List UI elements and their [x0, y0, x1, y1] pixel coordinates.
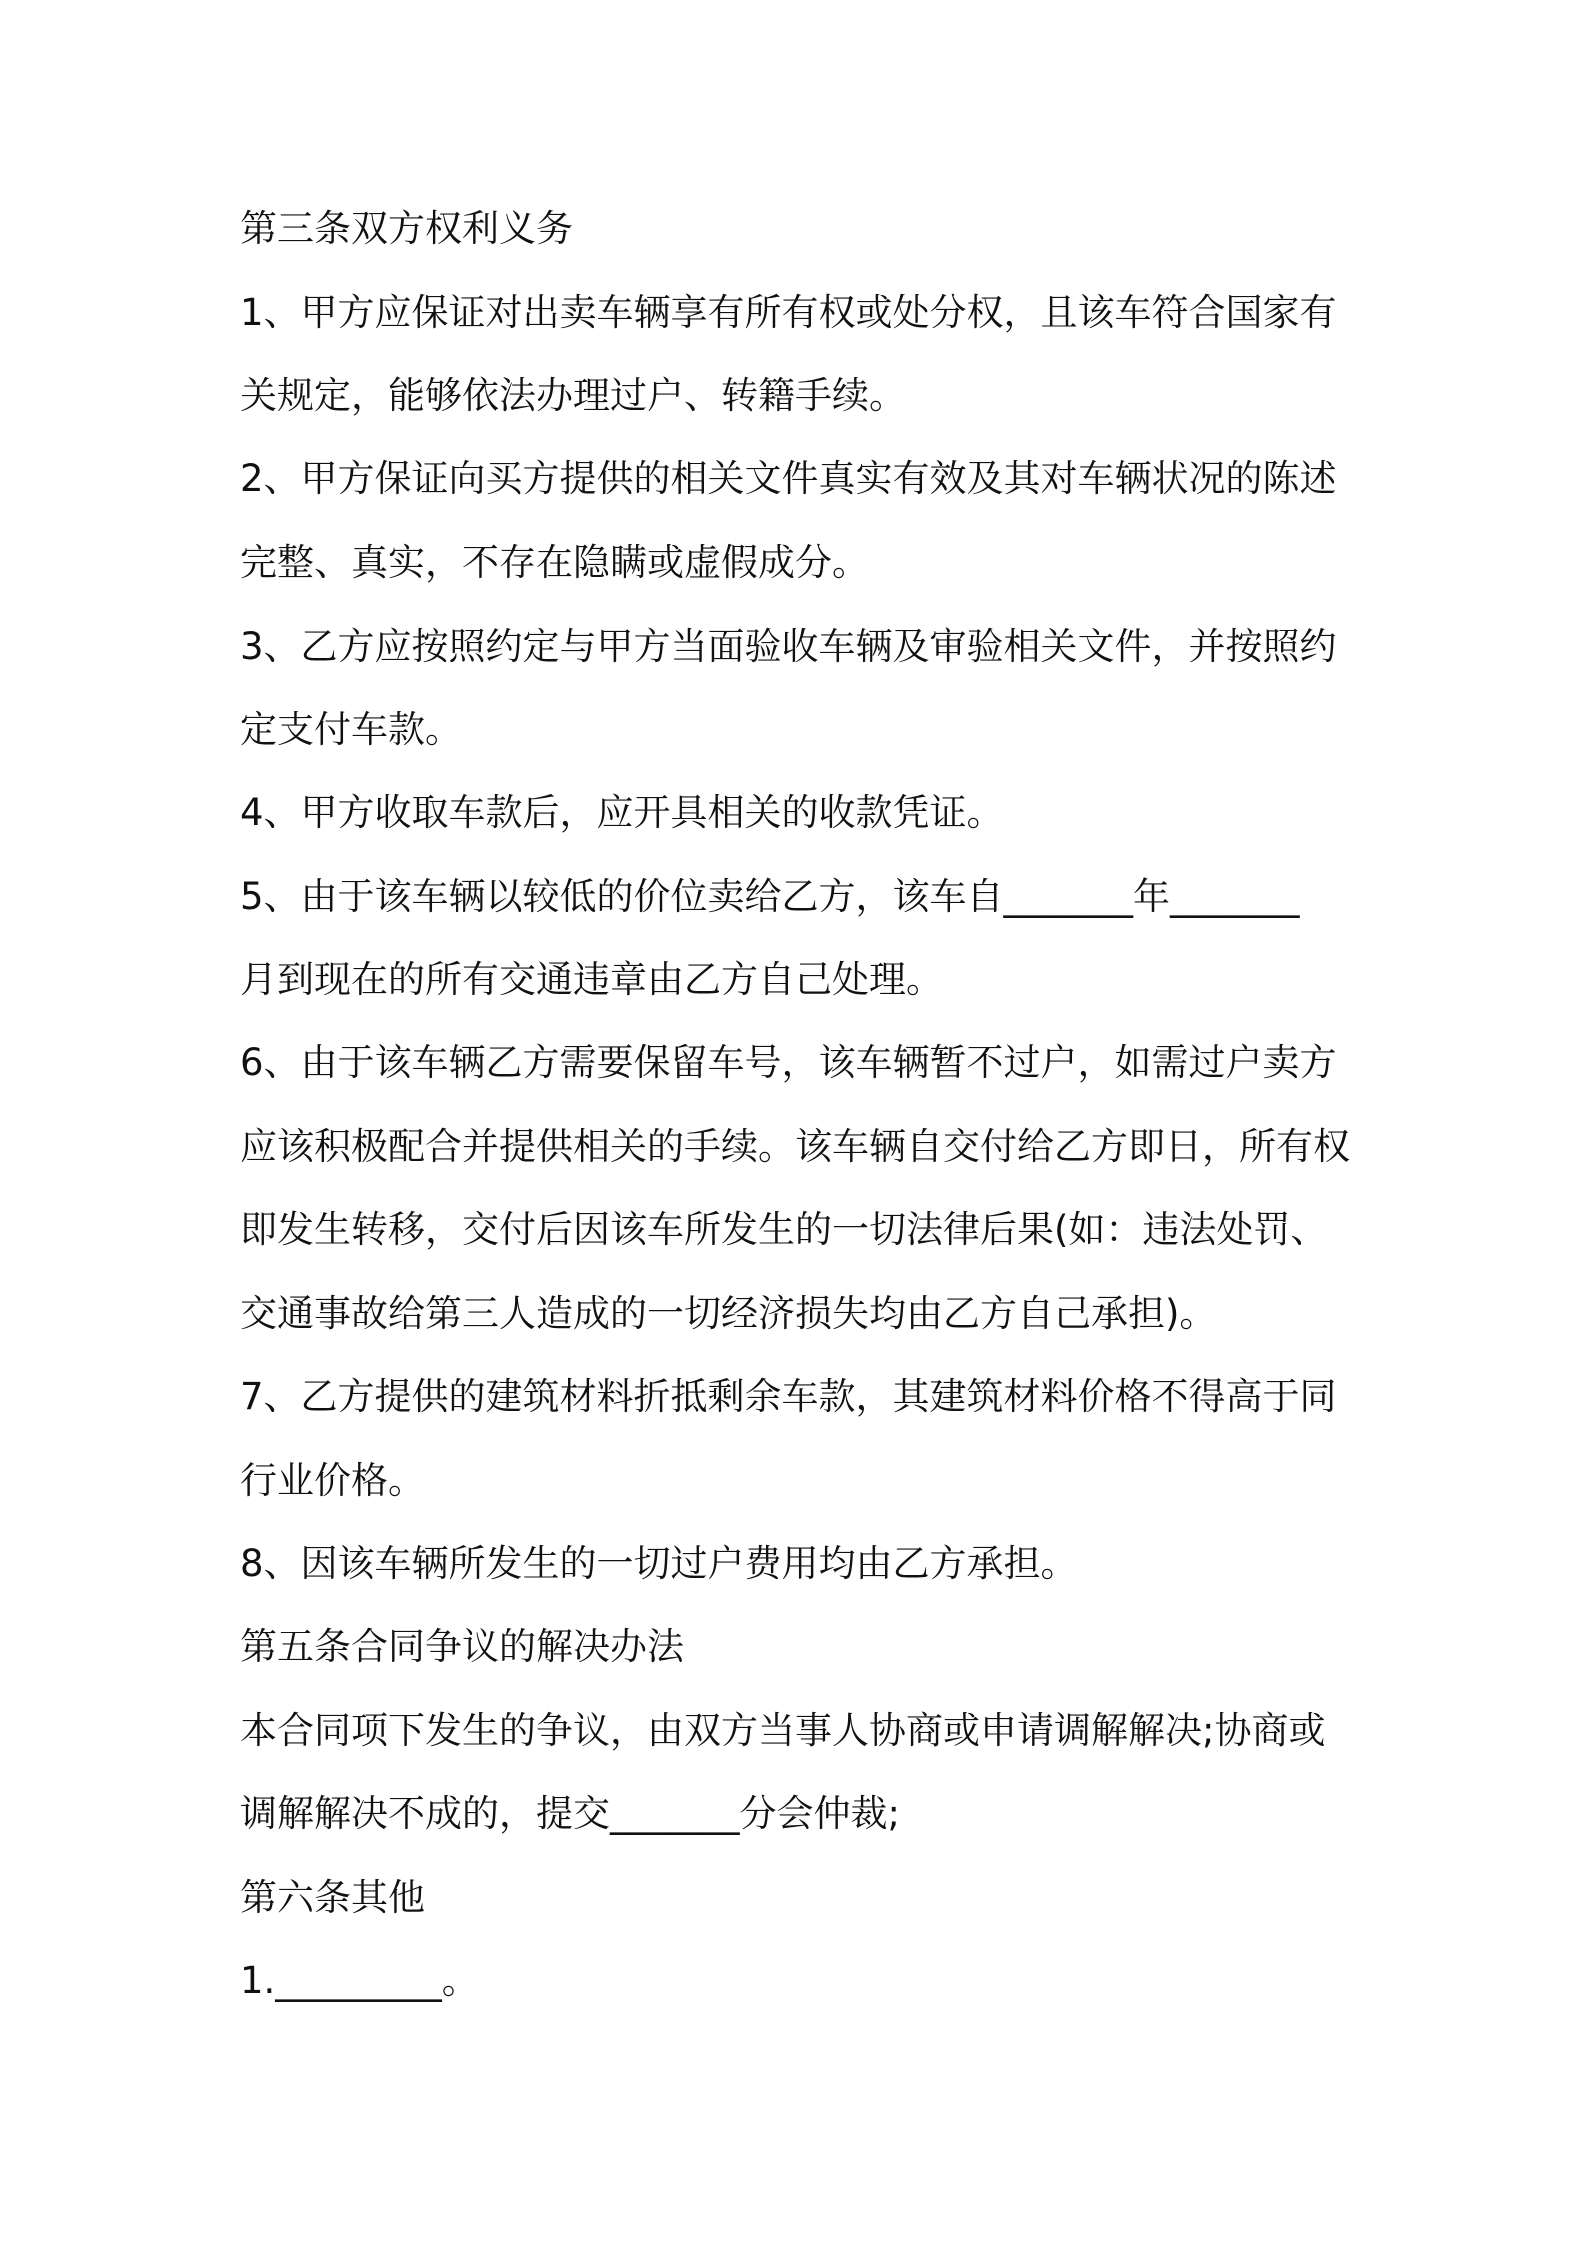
section-3-item-3-line-2: 定支付车款。: [240, 708, 462, 751]
section-3-item-6-line-2: 应该积极配合并提供相关的手续。该车辆自交付给乙方即日，所有权: [240, 1125, 1350, 1168]
section-3-item-7-line-1: 7、乙方提供的建筑材料折抵剩余车款，其建筑材料价格不得高于同: [240, 1375, 1337, 1418]
section-3-item-5-line-2: 月到现在的所有交通违章由乙方自己处理。: [240, 958, 943, 1001]
section-5-heading: 第五条合同争议的解决办法: [240, 1625, 684, 1668]
section-3-item-4-line-1: 4、甲方收取车款后，应开具相关的收款凭证。: [240, 791, 1004, 834]
section-3-item-3-line-1: 3、乙方应按照约定与甲方当面验收车辆及审验相关文件，并按照约: [240, 625, 1337, 668]
section-3-item-1-line-2: 关规定，能够依法办理过户、转籍手续。: [240, 374, 906, 417]
section-3-item-5-line-1: 5、由于该车辆以较低的价位卖给乙方，该车自_______年_______: [240, 875, 1300, 918]
section-3-item-7-line-2: 行业价格。: [240, 1459, 425, 1502]
section-3-item-6-line-1: 6、由于该车辆乙方需要保留车号，该车辆暂不过户，如需过户卖方: [240, 1041, 1337, 1084]
section-6-heading: 第六条其他: [240, 1876, 425, 1919]
section-3-item-2-line-1: 2、甲方保证向买方提供的相关文件真实有效及其对车辆状况的陈述: [240, 457, 1337, 500]
section-3-item-8-line-1: 8、因该车辆所发生的一切过户费用均由乙方承担。: [240, 1542, 1078, 1585]
section-3-item-1-line-1: 1、甲方应保证对出卖车辆享有所有权或处分权，且该车符合国家有: [240, 291, 1337, 334]
section-3-heading: 第三条双方权利义务: [240, 207, 573, 250]
section-5-body-line-1: 本合同项下发生的争议，由双方当事人协商或申请调解解决;协商或: [240, 1709, 1326, 1752]
section-3-item-6-line-4: 交通事故给第三人造成的一切经济损失均由乙方自己承担)。: [240, 1292, 1217, 1335]
section-3-item-2-line-2: 完整、真实，不存在隐瞒或虚假成分。: [240, 541, 869, 584]
section-3-item-6-line-3: 即发生转移，交付后因该车所发生的一切法律后果(如：违法处罚、: [240, 1208, 1328, 1251]
section-5-body-line-2: 调解解决不成的，提交_______分会仲裁;: [240, 1792, 900, 1835]
section-6-item-1: 1._________。: [240, 1959, 479, 2002]
